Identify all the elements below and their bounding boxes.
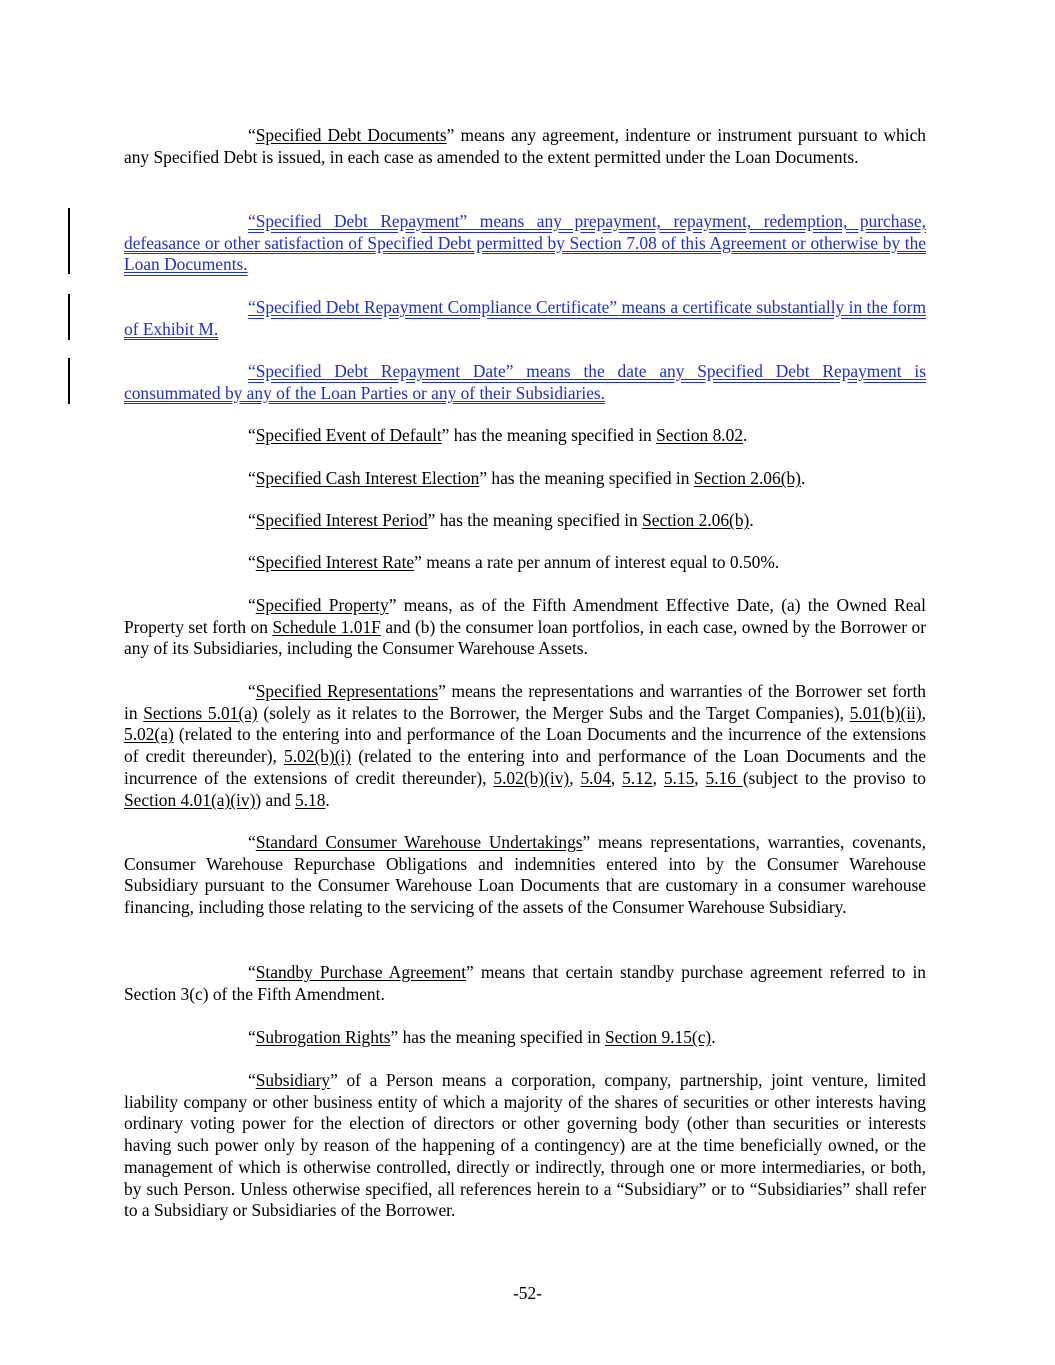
definition-specified-property: “Specified Property” means, as of the Fifth Amendment Effective Date, (a) the Owned Real Property set forth on Schedule 1.01F and (b) the consumer loan portfolios, in each case, owned by the Borrower or any of its Subsidiaries, including the Consumer Warehouse Assets. [124,595,926,659]
change-bar [68,358,70,404]
definition-specified-debt-repayment-compliance-certificate [124,297,926,340]
defined-term: Specified Property [255,595,389,615]
definition-specified-cash-interest-election: “Specified Cash Interest Election” has the meaning specified in Section 2.06(b). [248,468,806,488]
definition-specified-interest-rate: “Specified Interest Rate” means a rate per annum of interest equal to 0.50%. [248,552,780,572]
definition-specified-debt-repayment [124,211,926,276]
defined-term: Specified Debt Documents [255,125,447,145]
section-reference: Section 2.06(b) [642,510,750,530]
section-reference: 5.01(b)(ii) [849,702,922,723]
section-reference: 5.12 [622,767,653,788]
inserted-text: “Specified Debt Repayment Date” means the date any Specified Debt Repayment is consummated by any of the Loan Parties or any of their Subsidiaries. [124,361,926,403]
definition-subsidiary: “Subsidiary” of a Person means a corporation, company, partnership, joint venture, limited liability company or other business entity of which a majority of the shares of securities or other interests having ordinary voting power for the election of directors or other governing body (other than securities or interests having such power only by reason of the happening of a contingency) are at the time beneficially owned, or the management of which is otherwise controlled, directly or indirectly, through one or more intermediaries, or both, by such Person. Unless otherwise specified, all references herein to a “Subsidiary” or to “Subsidiaries” shall refer to a Subsidiary or Subsidiaries of the Borrower. [124,1070,926,1221]
inserted-text: “Specified Debt Repayment” means any prepayment, repayment, redemption, purchase, defeasance or other satisfaction of Specified Debt permitted by Section 7.08 of this Agreement or otherwise by the Loan Documents. [124,211,926,275]
inserted-text: “Specified Debt Repayment Compliance Certificate” means a certificate substantially in the form of Exhibit M. [124,297,926,339]
change-bar [68,208,70,274]
definition-standard-consumer-warehouse-undertakings: “Standard Consumer Warehouse Undertakings” means representations, warranties, covenants, Consumer Warehouse Repurchase Obligations and indemnities entered into by the Consumer Warehouse Subsidiary pursuant to the Consumer Warehouse Loan Documents that are customary in a consumer warehouse financing, including those relating to the servicing of the assets of the Consumer Warehouse Subsidiary. [124,832,926,918]
defined-term: Specified Interest Rate [255,552,415,572]
section-reference: Sections 5.01(a) [143,702,258,723]
section-reference: Section 2.06(b) [693,468,801,488]
section-reference: Section 4.01(a)(iv) [124,789,256,810]
section-reference: 5.02(a) [124,724,174,745]
defined-term: Specified Interest Period [255,510,428,530]
page-number: -52- [513,1283,542,1303]
defined-term: Specified Event of Default [255,425,442,445]
definition-specified-debt-documents: “Specified Debt Documents” means any agreement, indenture or instrument pursuant to which any Specified Debt is issued, in each case as amended to the extent permitted under the Loan Documents. [124,125,926,167]
definition-specified-debt-repayment-date [124,361,926,404]
schedule-reference: Schedule 1.01F [272,616,381,637]
section-reference: 5.02(b)(i) [284,746,352,767]
definition-standby-purchase-agreement: “Standby Purchase Agreement” means that certain standby purchase agreement referred to in Section 3(c) of the Fifth Amendment. [124,962,926,1004]
section-reference: 5.18 [294,789,326,810]
section-reference: 5.02(b)(iv) [493,767,570,788]
defined-term: Specified Cash Interest Election [255,468,480,488]
change-bar [68,294,70,340]
definition-specified-interest-period: “Specified Interest Period” has the meaning specified in Section 2.06(b). [248,510,754,530]
defined-term: Specified Representations [255,681,439,701]
section-reference: Section 9.15(c) [604,1027,712,1047]
defined-term: Standby Purchase Agreement [255,962,467,982]
section-reference: 5.15 [663,767,695,788]
defined-term: Subsidiary [255,1070,331,1090]
definition-specified-event-of-default: “Specified Event of Default” has the meaning specified in Section 8.02. [248,425,748,445]
definition-specified-representations: “Specified Representations” means the representations and warranties of the Borrower set forth in Sections 5.01(a) (solely as it relates to the Borrower, the Merger Subs and the Target Companies), 5.01(b)(ii), 5.02(a) (related to the entering into and performance of the Loan Documents and the incurrence of the extensions of credit thereunder), 5.02(b)(i) (related to the entering into and performance of the Loan Documents and the incurrence of the extensions of credit thereunder), 5.02(b)(iv), 5.04, 5.12, 5.15, 5.16 (subject to the proviso to Section 4.01(a)(iv)) and 5.18. [124,681,927,810]
section-reference: Section 8.02 [656,425,744,445]
definition-subrogation-rights: “Subrogation Rights” has the meaning specified in Section 9.15(c). [248,1027,716,1047]
section-reference: 5.16 [705,767,743,788]
section-reference: 5.04 [580,767,611,788]
defined-term: Standard Consumer Warehouse Undertakings [255,832,583,852]
defined-term: Subrogation Rights [255,1027,391,1047]
